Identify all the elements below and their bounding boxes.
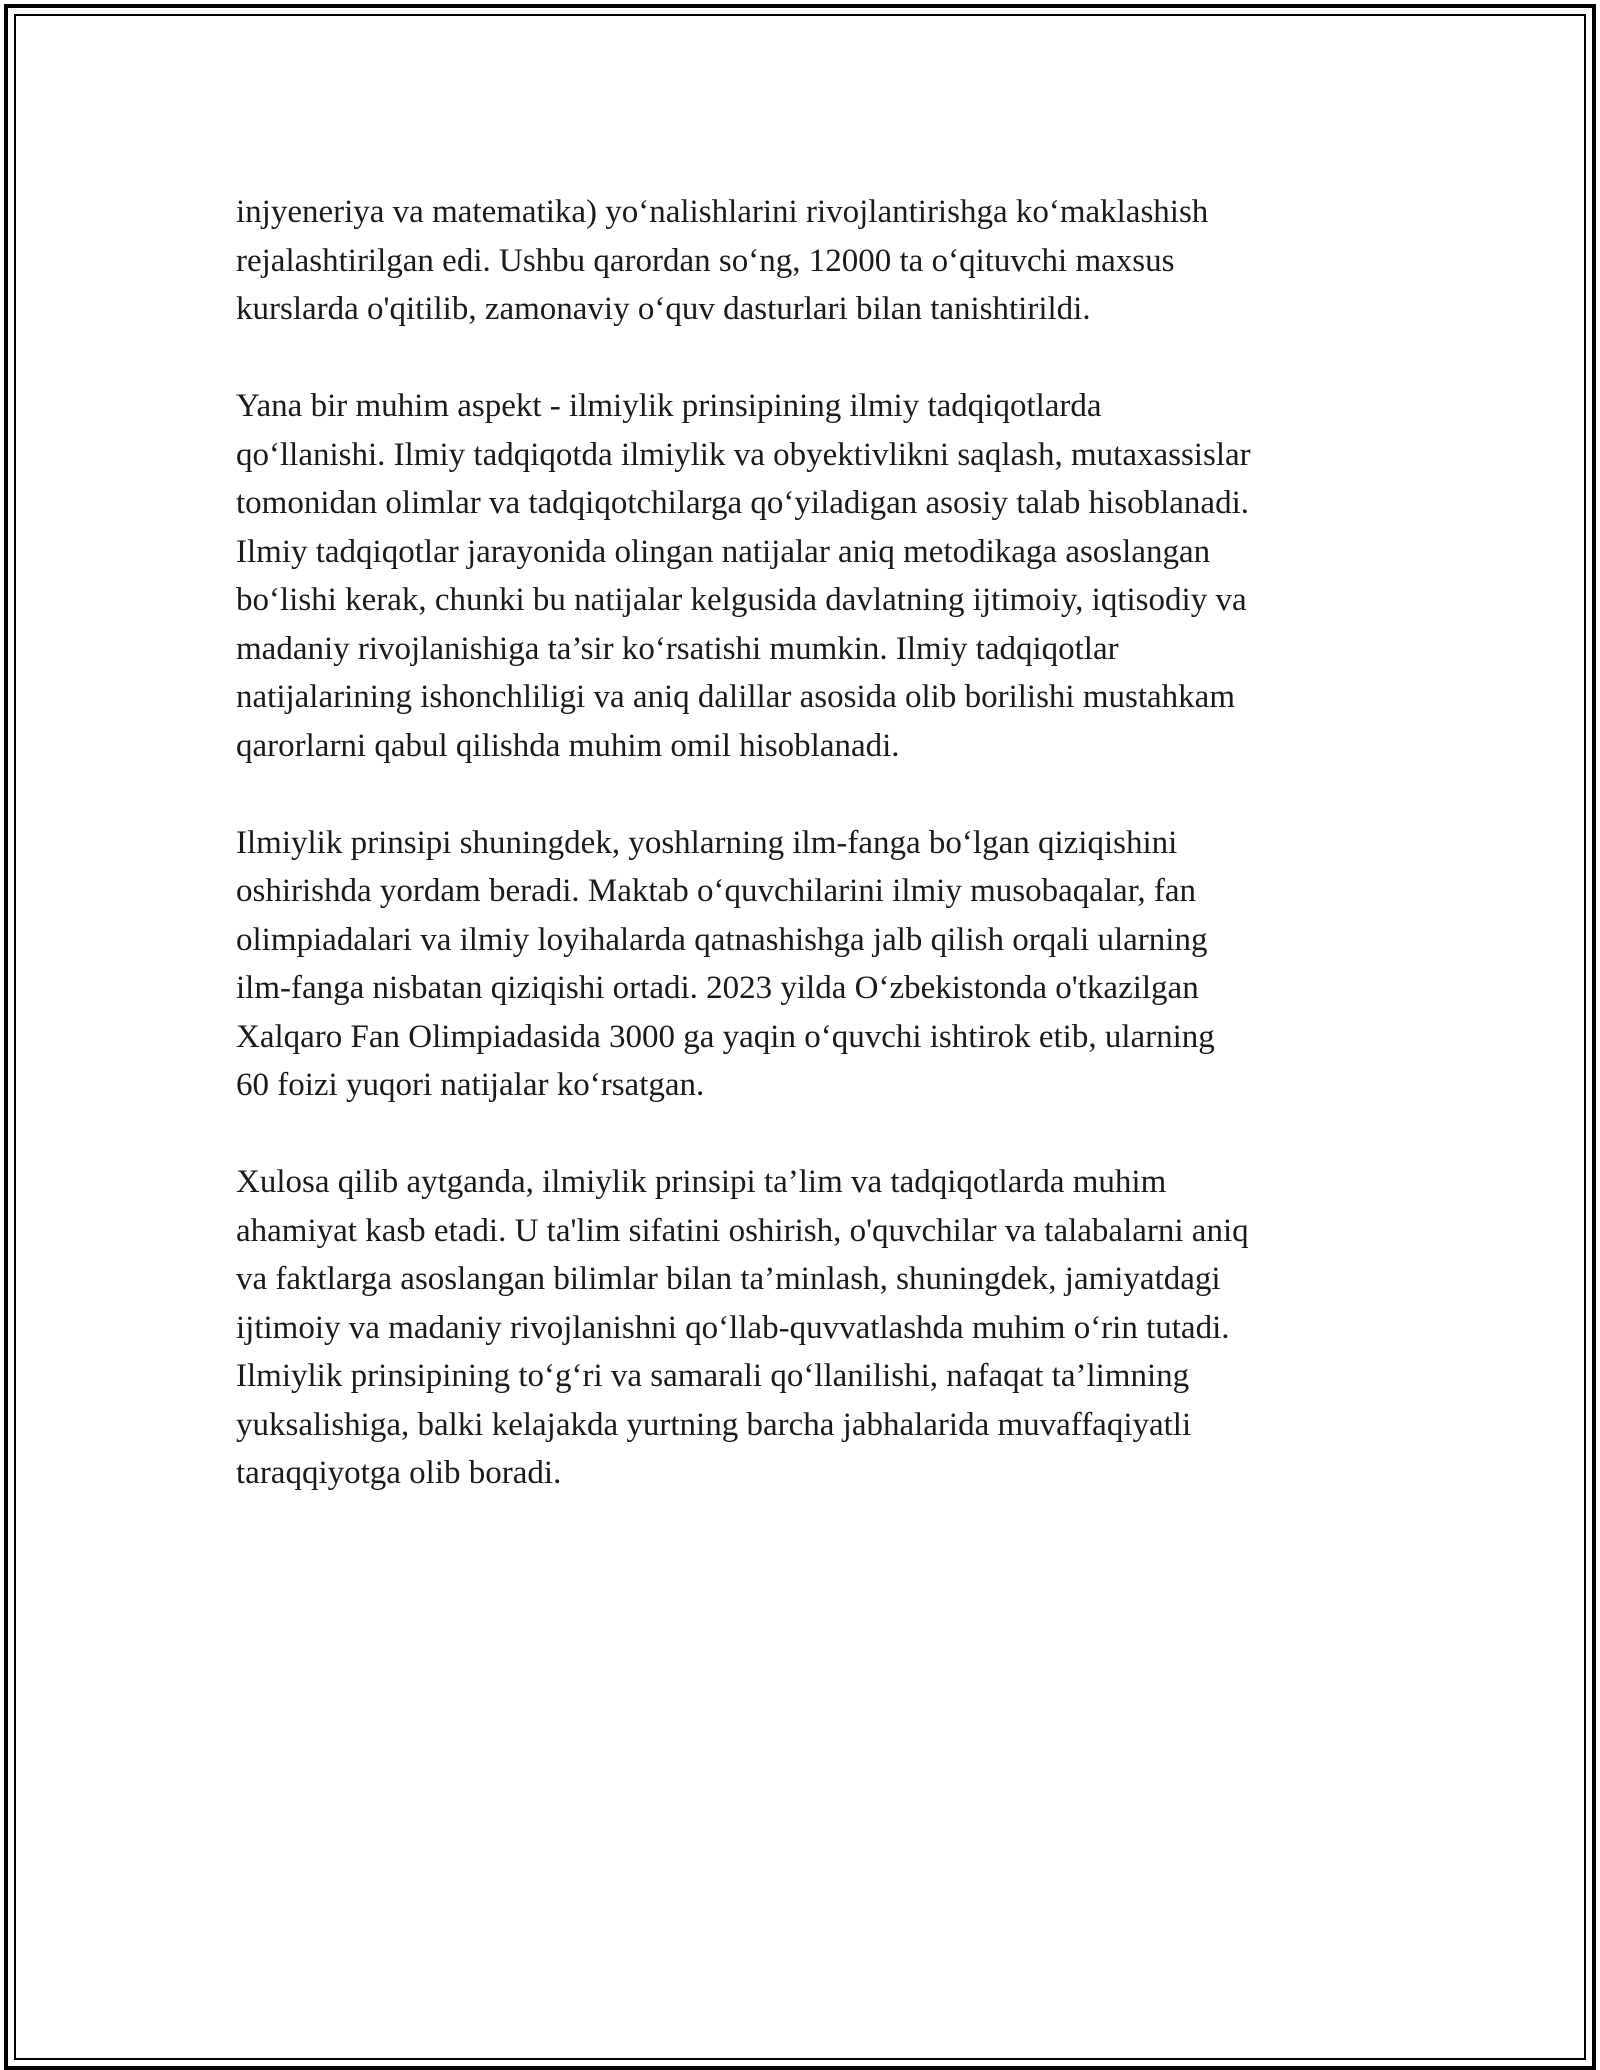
text-line: injyeneriya va matematika) yo‘nalishlarini rivojlantirishga ko‘maklashish bbox=[236, 194, 1209, 230]
text-line: Ilmiy tadqiqotlar jarayonida olingan natijalar aniq metodikaga asoslangan bbox=[236, 533, 1211, 570]
text-line: Xulosa qilib aytganda, ilmiylik prinsipi ta’lim va tadqiqotlarda muhim bbox=[236, 1164, 1167, 1200]
text-line: 60 foizi yuqori natijalar ko‘rsatgan. bbox=[236, 1067, 705, 1103]
text-line: taraqqiyotga olib boradi. bbox=[236, 1455, 562, 1491]
text-line: tomonidan olimlar va tadqiqotchilarga qo‘yiladigan asosiy talab hisoblanadi. bbox=[236, 485, 1249, 521]
text-line: olimpiadalari va ilmiy loyihalarda qatnashishga jalb qilish orqali ularning bbox=[236, 921, 1208, 958]
text-line: rejalashtirilgan edi. Ushbu qarordan so‘ng, 12000 ta o‘qituvchi maxsus bbox=[236, 242, 1175, 279]
text-line: Xalqaro Fan Olimpiadasida 3000 ga yaqin o‘quvchi ishtirok etib, ularning bbox=[236, 1018, 1215, 1055]
text-line: Ilmiylik prinsipi shuningdek, yoshlarning ilm-fanga bo‘lgan qiziqishini bbox=[236, 824, 1178, 861]
paragraph-2 bbox=[236, 382, 1376, 770]
text-line: kurslarda o'qitilib, zamonaviy o‘quv dasturlari bilan tanishtirildi. bbox=[236, 291, 1091, 327]
text-line: ijtimoiy va madaniy rivojlanishni qo‘llab-quvvatlashda muhim o‘rin tutadi. bbox=[236, 1309, 1230, 1346]
text-line: ahamiyat kasb etadi. U ta'lim sifatini oshirish, o'quvchilar va talabalarni aniq bbox=[236, 1212, 1249, 1249]
text-line: bo‘lishi kerak, chunki bu natijalar kelgusida davlatning ijtimoiy, iqtisodiy va bbox=[236, 582, 1247, 618]
text-line: qo‘llanishi. Ilmiy tadqiqotda ilmiylik va obyektivlikni saqlash, mutaxassislar bbox=[236, 436, 1251, 473]
text-line: natijalarining ishonchliligi va aniq dalillar asosida olib borilishi mustahkam bbox=[236, 679, 1235, 715]
text-line: ilm-fanga nisbatan qiziqishi ortadi. 2023 yilda O‘zbekistonda o'tkazilgan bbox=[236, 970, 1199, 1006]
text-line: va faktlarga asoslangan bilimlar bilan ta’minlash, shuningdek, jamiyatdagi bbox=[236, 1261, 1221, 1297]
paragraph-1 bbox=[236, 188, 1376, 334]
text-line: oshirishda yordam beradi. Maktab o‘quvchilarini ilmiy musobaqalar, fan bbox=[236, 873, 1197, 909]
document-body bbox=[236, 188, 1376, 1546]
text-line: qarorlarni qabul qilishda muhim omil hisoblanadi. bbox=[236, 727, 900, 764]
text-line: yuksalishiga, balki kelajakda yurtning barcha jabhalarida muvaffaqiyatli bbox=[236, 1406, 1192, 1443]
text-line: madaniy rivojlanishiga ta’sir ko‘rsatishi mumkin. Ilmiy tadqiqotlar bbox=[236, 630, 1119, 667]
text-line: Yana bir muhim aspekt - ilmiylik prinsipining ilmiy tadqiqotlarda bbox=[236, 388, 1102, 424]
text-line: Ilmiylik prinsipining to‘g‘ri va samarali qo‘llanilishi, nafaqat ta’limning bbox=[236, 1358, 1190, 1394]
paragraph-4 bbox=[236, 1158, 1376, 1498]
paragraph-3 bbox=[236, 819, 1376, 1110]
